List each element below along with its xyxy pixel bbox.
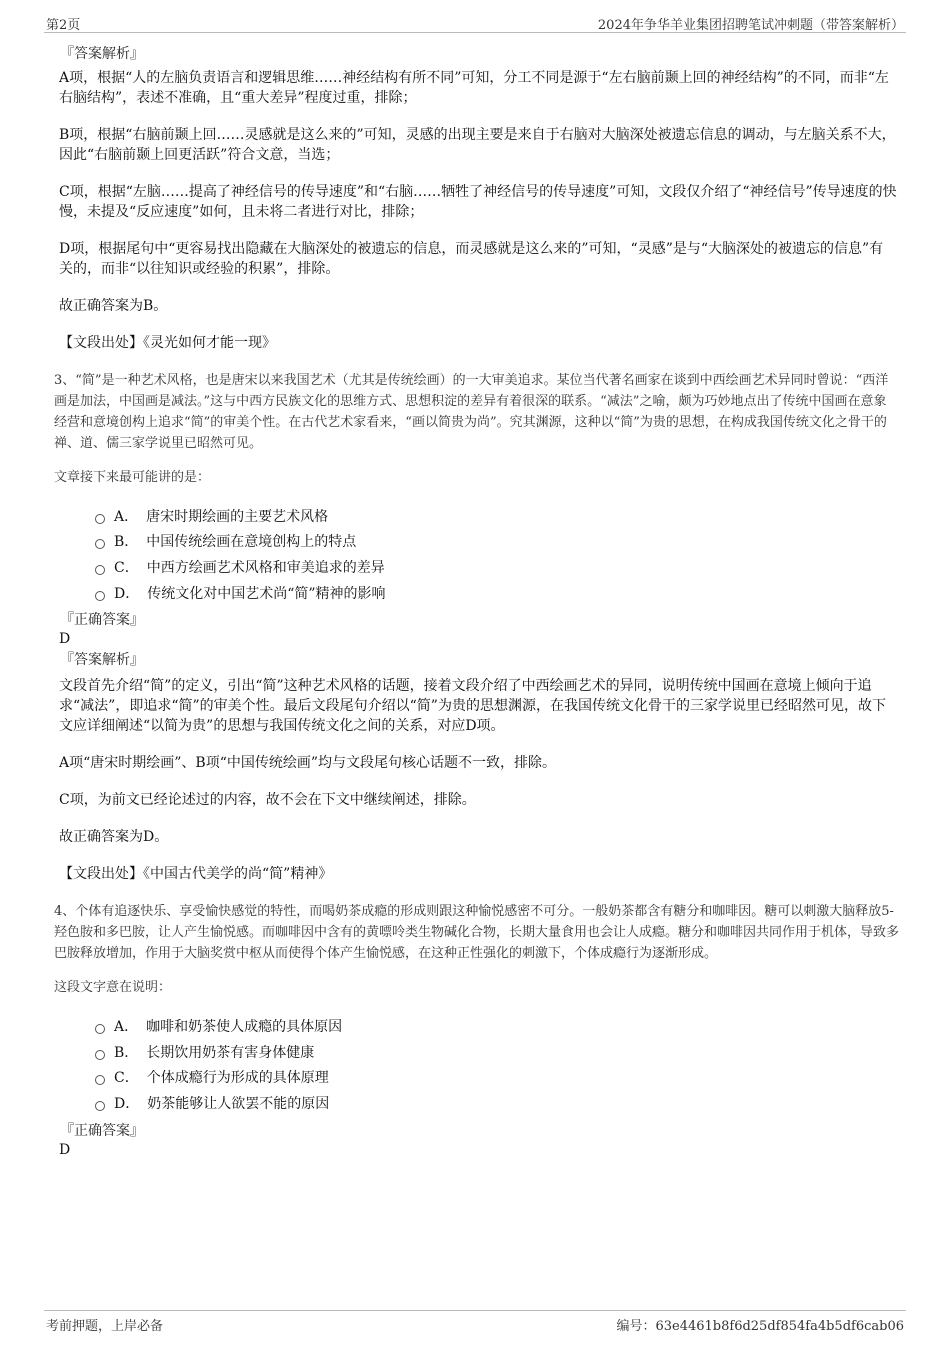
q2-source: 【文段出处】《灵光如何才能一现》 [59, 335, 276, 351]
q3-source: 【文段出处】《中国古代美学的尚“简”精神》 [59, 866, 333, 883]
q4-answer-label: 『正确答案』 [60, 1122, 144, 1139]
footer-slogan: 考前押题，上岸必备 [46, 1319, 164, 1334]
q4-option-b[interactable]: B． 长期饮用奶茶有害身体健康 [95, 1040, 897, 1066]
radio-icon[interactable] [95, 565, 105, 575]
document-id: 编号：63e4461b8f6d25df854fa4b5df6cab06 [616, 1319, 904, 1334]
q3-conclusion: 故正确答案为D。 [59, 829, 169, 846]
radio-icon[interactable] [95, 1050, 105, 1060]
q4-option-d[interactable]: D． 奶茶能够让人欲罢不能的原因 [95, 1091, 897, 1117]
q4-question-text: 4、个体有追逐快乐、享受愉快感觉的特性，而喝奶茶成瘾的形成则跟这种愉悦感密不可分。一般奶茶都含有糖分和咖啡因。糖可以刺激大脑释放5-羟色胺和多巴胺，让人产生愉悦感。而咖啡因中含有的黄嘌呤类生物碱化合物，长期大量食用也会让人成瘾。糖分和咖啡因共同作用于机体，导致多巴胺释放增加，作用于大脑奖赏中枢从而使得个体产生愉悦感，在这种正性强化的刺激下，个体成瘾行为逐渐形成。 [54, 904, 900, 962]
q3-option-a[interactable]: A． 唐宋时期绘画的主要艺术风格 [95, 504, 897, 530]
q3-option-d[interactable]: D． 传统文化对中国艺术尚“简”精神的影响 [95, 581, 897, 607]
page-header [44, 14, 906, 33]
q4-options [95, 1014, 897, 1116]
q3-prompt: 文章接下来最可能讲的是： [54, 470, 211, 485]
q3-analysis-label: 『答案解析』 [60, 652, 144, 669]
radio-icon[interactable] [95, 591, 105, 601]
q3-answer-label: 『正确答案』 [60, 612, 144, 629]
q3-option-c[interactable]: C． 中西方绘画艺术风格和审美追求的差异 [95, 555, 897, 581]
radio-icon[interactable] [95, 514, 105, 524]
q2-analysis-a: A项，根据“人的左脑负责语言和逻辑思维……神经结构有所不同”可知，分工不同是源于“左右脑前颞上回的神经结构”的不同，而非“左右脑结构”，表述不准确，且“重大差异”程度过重，排除； [59, 70, 889, 106]
radio-icon[interactable] [95, 1024, 105, 1034]
radio-icon[interactable] [95, 1101, 105, 1111]
page-footer [44, 1310, 906, 1335]
q3-answer: D [59, 631, 71, 648]
q3-analysis-main: 文段首先介绍“简”的定义，引出“简”这种艺术风格的话题，接着文段介绍了中西绘画艺术的异同，说明传统中国画在意境上倾向于追求“减法”，即追求“简”的审美个性。最后文段尾句介绍以“简”为贵的思想渊源，在我国传统文化骨干的三家学说里已经昭然可见，故下文应详细阐述“以简为贵”的思想与我国传统文化之间的关系，对应D项。 [59, 678, 886, 735]
q4-option-c[interactable]: C． 个体成瘾行为形成的具体原理 [95, 1066, 897, 1092]
q3-options [95, 504, 897, 606]
q3-option-b[interactable]: B． 中国传统绘画在意境创构上的特点 [95, 530, 897, 556]
q3-analysis-c: C项，为前文已经论述过的内容，故不会在下文中继续阐述，排除。 [59, 792, 476, 809]
document-title: 2024年争华羊业集团招聘笔试冲刺题（带答案解析） [597, 18, 904, 33]
q3-analysis-ab: A项“唐宋时期绘画”、B项“中国传统绘画”均与文段尾句核心话题不一致，排除。 [59, 755, 557, 772]
page-content [54, 44, 900, 1161]
q2-analysis-b: B项，根据“右脑前颞上回……灵感就是这么来的”可知，灵感的出现主要是来自于右脑对大脑深处被遗忘信息的调动，与左脑关系不大，因此“右脑前颞上回更活跃”符合文意，当选； [59, 127, 896, 163]
q3-question-text: 3、“简”是一种艺术风格，也是唐宋以来我国艺术（尤其是传统绘画）的一大审美追求。某位当代著名画家在谈到中西绘画艺术异同时曾说：“西洋画是加法，中国画是减法。”这与中西方民族文化的思维方式、思想积淀的差异有着很深的联系。“减法”之喻，颇为巧妙地点出了传统中国画在意象经营和意境创构上追求“简”的审美个性。在古代艺术家看来，“画以简贵为尚”。究其渊源，这种以“简”为贵的思想，在构成我国传统文化之骨干的禅、道、儒三家学说里已昭然可见。 [54, 373, 889, 451]
q2-conclusion: 故正确答案为B。 [59, 298, 168, 314]
radio-icon[interactable] [95, 1075, 105, 1085]
q2-analysis-d: D项，根据尾句中“更容易找出隐藏在大脑深处的被遗忘的信息，而灵感就是这么来的”可知，“灵感”是与“大脑深处的被遗忘的信息”有关的，而非“以往知识或经验的积累”，排除。 [59, 241, 884, 277]
q4-prompt: 这段文字意在说明： [54, 980, 172, 996]
q2-analysis-label: 『答案解析』 [60, 46, 144, 62]
q4-option-a[interactable]: A． 咖啡和奶茶使人成瘾的具体原因 [95, 1014, 897, 1040]
page-number: 第2页 [46, 18, 81, 33]
q2-analysis-c: C项，根据“左脑……提高了神经信号的传导速度”和“右脑……牺牲了神经信号的传导速度”可知，文段仅介绍了“神经信号”传导速度的快慢，未提及“反应速度”如何，且未将二者进行对比，排除； [59, 184, 897, 220]
radio-icon[interactable] [95, 539, 105, 549]
q4-answer: D [59, 1141, 71, 1158]
